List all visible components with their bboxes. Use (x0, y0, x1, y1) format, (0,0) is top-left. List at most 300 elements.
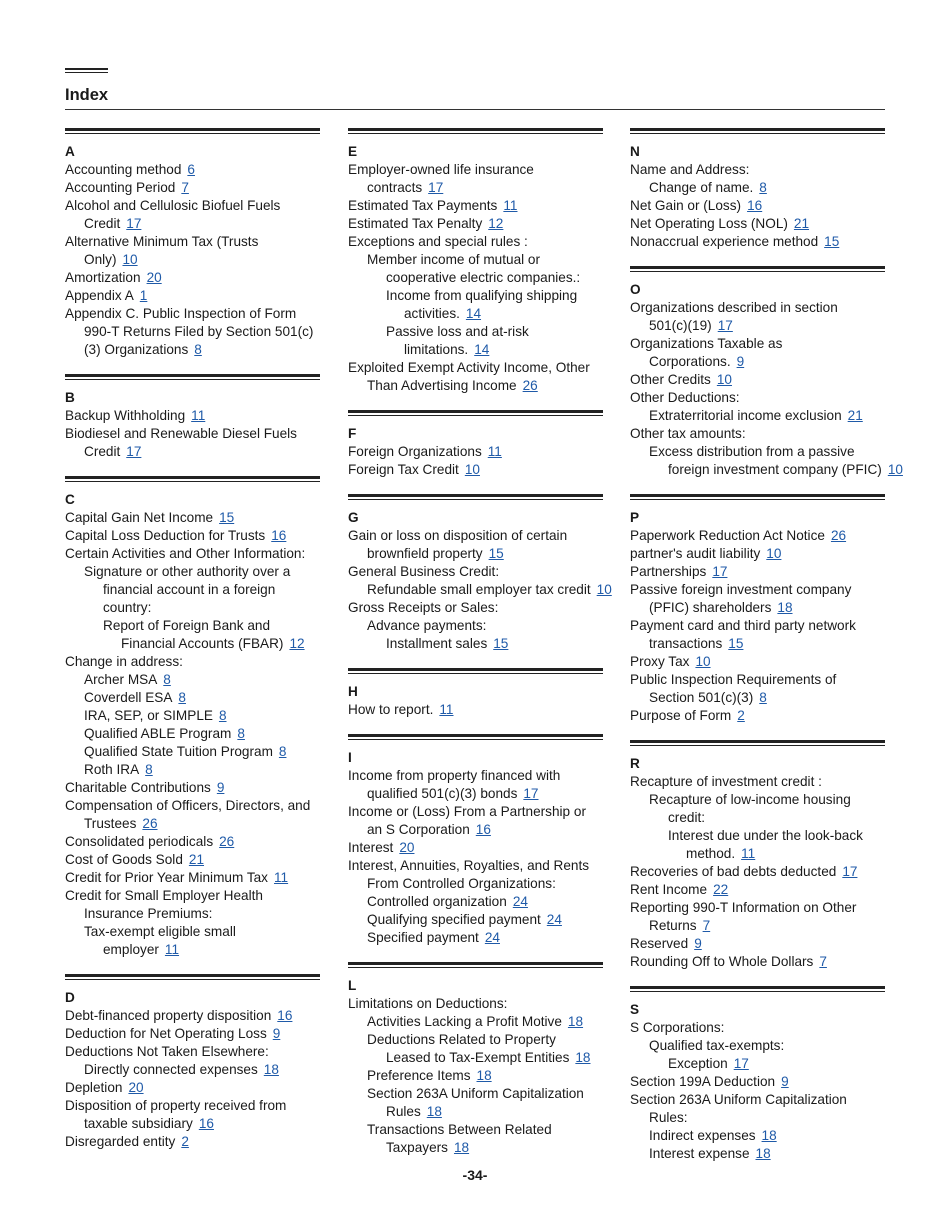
index-section-s (630, 986, 885, 1163)
page-link[interactable]: 8 (237, 726, 245, 741)
page-link[interactable]: 8 (278, 744, 287, 759)
entry-text: Estimated Tax Payments (348, 198, 498, 213)
section-letter: A (65, 144, 75, 159)
entry-text: transactions (649, 636, 723, 651)
index-entry (65, 527, 320, 545)
page-link[interactable]: 12 (289, 636, 305, 651)
index-entry (630, 1145, 885, 1163)
entry-text: Rent Income (630, 882, 708, 897)
page-link[interactable]: 18 (426, 1104, 442, 1119)
entry-text: Passive loss and at-risk (386, 324, 529, 339)
section-letter: P (630, 510, 640, 525)
page-link[interactable]: 2 (737, 708, 745, 723)
page-link[interactable]: 10 (464, 462, 480, 477)
page-link[interactable]: 26 (830, 528, 847, 543)
page-link[interactable]: 11 (273, 870, 289, 885)
entry-text: Estimated Tax Penalty (348, 216, 483, 231)
index-entry (630, 215, 885, 233)
page-link[interactable]: 21 (847, 408, 863, 423)
entry-text: Recapture of low-income housing (649, 792, 851, 807)
entry-text: Appendix C. Public Inspection of Form (65, 306, 297, 321)
page-link[interactable]: 15 (824, 234, 840, 249)
page-link[interactable]: 12 (488, 216, 504, 231)
index-entry (630, 1109, 885, 1127)
entry-text: Appendix A (65, 288, 134, 303)
page-link[interactable]: 11 (503, 198, 518, 213)
entry-text: IRA, SEP, or SIMPLE (84, 708, 213, 723)
page-link[interactable]: 18 (777, 600, 793, 615)
entry-text: Net Operating Loss (NOL) (630, 216, 788, 231)
index-entry (65, 425, 320, 443)
index-entry (65, 743, 320, 761)
index-entry (348, 995, 603, 1013)
section-rule (630, 128, 885, 134)
section-rule (348, 668, 603, 674)
page-link[interactable]: 18 (755, 1146, 771, 1161)
index-entry (65, 1133, 320, 1151)
entry-text: Directly connected expenses (84, 1062, 258, 1077)
entry-text: S Corporations: (630, 1020, 725, 1035)
index-entry (348, 875, 603, 893)
entry-text: Reserved (630, 936, 689, 951)
page-link[interactable]: 10 (887, 462, 903, 477)
header-rule-short (65, 68, 108, 73)
index-entry (348, 911, 603, 929)
page-link[interactable]: 20 (128, 1080, 144, 1095)
index-entry (65, 851, 320, 869)
section-letter: I (348, 750, 352, 765)
entry-text: Rules (386, 1104, 421, 1119)
index-section-i (348, 734, 603, 947)
index-entry (348, 197, 603, 215)
page-link[interactable]: 24 (546, 912, 562, 927)
entry-text: Backup Withholding (65, 408, 186, 423)
section-letter: D (65, 990, 75, 1005)
index-entry (348, 461, 603, 479)
entry-text: Charitable Contributions (65, 780, 211, 795)
page-link[interactable]: 15 (488, 546, 504, 561)
page-link[interactable]: 10 (596, 582, 612, 597)
entry-text: Interest expense (649, 1146, 750, 1161)
entry-text: Indirect expenses (649, 1128, 756, 1143)
index-entry (348, 929, 603, 947)
page-link[interactable]: 8 (145, 762, 153, 777)
page-link[interactable]: 14 (474, 342, 490, 357)
index-entry (630, 809, 885, 827)
index-entry (65, 635, 320, 653)
entry-text: Change in address: (65, 654, 183, 669)
page-link[interactable]: 11 (487, 444, 502, 459)
index-entry (630, 899, 885, 917)
entry-text: Taxpayers (386, 1140, 448, 1155)
index-entry (630, 443, 885, 461)
page-link[interactable]: 18 (476, 1068, 492, 1083)
entry-text: cooperative electric companies.: (386, 270, 581, 285)
entry-text: Interest due under the look-back (668, 828, 863, 843)
page-link[interactable]: 18 (567, 1014, 584, 1029)
index-entry (65, 761, 320, 779)
index-entry (348, 527, 603, 545)
page-link[interactable]: 16 (271, 528, 287, 543)
entry-text: Interest (348, 840, 394, 855)
entry-text: Alternative Minimum Tax (Trusts (65, 234, 259, 249)
page-link[interactable]: 17 (842, 864, 858, 879)
entry-text: Consolidated periodicals (65, 834, 214, 849)
index-entry (630, 671, 885, 689)
entry-text: Qualified State Tuition Program (84, 744, 273, 759)
entry-text: Report of Foreign Bank and (103, 618, 271, 633)
entry-text: Certain Activities and Other Information: (65, 546, 306, 561)
index-section-a (65, 128, 320, 359)
index-entry (65, 599, 320, 617)
section-rule (65, 128, 320, 134)
entry-text: Net Gain or (Loss) (630, 198, 742, 213)
index-entry (65, 653, 320, 671)
entry-text: Alcohol and Cellulosic Biofuel Fuels (65, 198, 281, 213)
entry-text: Foreign Organizations (348, 444, 482, 459)
index-entry (348, 1049, 603, 1067)
section-rule (348, 128, 603, 134)
page-link[interactable]: 8 (218, 708, 227, 723)
index-entry (348, 287, 603, 305)
index-entry (630, 581, 885, 599)
page-link[interactable]: 16 (277, 1008, 293, 1023)
page-link[interactable]: 11 (191, 408, 206, 423)
index-entry (348, 617, 603, 635)
index-section-e (348, 128, 603, 395)
entry-text: Trustees (84, 816, 137, 831)
index-entry (65, 1097, 320, 1115)
index-entry (65, 707, 320, 725)
page-link[interactable]: 15 (728, 636, 744, 651)
entry-text: Income or (Loss) From a Partnership or (348, 804, 586, 819)
entry-text: Than Advertising Income (367, 378, 517, 393)
index-entry (348, 785, 603, 803)
page-link[interactable]: 18 (575, 1050, 591, 1065)
index-section-n (630, 128, 885, 251)
entry-text: Financial Accounts (FBAR) (121, 636, 284, 651)
index-entry (65, 1025, 320, 1043)
page-link[interactable]: 7 (819, 954, 827, 969)
index-entry (630, 707, 885, 725)
page-link[interactable]: 10 (766, 546, 782, 561)
entry-text: credit: (668, 810, 706, 825)
page-link[interactable]: 17 (733, 1056, 749, 1071)
entry-text: Gain or loss on disposition of certain (348, 528, 568, 543)
page-link[interactable]: 6 (187, 162, 195, 177)
entry-text: Other tax amounts: (630, 426, 746, 441)
page-link[interactable]: 21 (188, 852, 205, 867)
title-rule (65, 109, 885, 110)
page-link[interactable]: 2 (181, 1134, 189, 1149)
index-entry (630, 953, 885, 971)
section-letter: F (348, 426, 357, 441)
page-link[interactable]: 10 (122, 252, 138, 267)
page-link[interactable]: 9 (272, 1026, 281, 1041)
entry-text: Section 501(c)(3) (649, 690, 754, 705)
page-link[interactable]: 18 (263, 1062, 279, 1077)
index-entry (630, 371, 885, 389)
entry-text: Coverdell ESA (84, 690, 173, 705)
index-entry (65, 1079, 320, 1097)
index-entry (65, 251, 320, 269)
entry-text: Depletion (65, 1080, 123, 1095)
page-link[interactable]: 22 (713, 882, 729, 897)
entry-text: financial account in a foreign (103, 582, 276, 597)
index-entry (630, 425, 885, 443)
index-entry (65, 1007, 320, 1025)
page-link[interactable]: 17 (712, 564, 728, 579)
index-entry (348, 635, 603, 653)
entry-text: Deductions Not Taken Elsewhere: (65, 1044, 269, 1059)
index-entry (348, 767, 603, 785)
entry-text: (3) Organizations (84, 342, 189, 357)
page-link[interactable]: 20 (399, 840, 415, 855)
entry-text: Credit (84, 444, 121, 459)
entry-text: Signature or other authority over a (84, 564, 291, 579)
page-link[interactable]: 17 (126, 444, 142, 459)
entry-text: Interest, Annuities, Royalties, and Rents (348, 858, 590, 873)
index-section-l (348, 962, 603, 1157)
page-link[interactable]: 1 (139, 288, 148, 303)
entry-text: Insurance Premiums: (84, 906, 213, 921)
index-entry (65, 161, 320, 179)
index-entry (65, 1043, 320, 1061)
entry-text: Specified payment (367, 930, 479, 945)
index-entry (348, 1121, 603, 1139)
page-link[interactable]: 11 (164, 942, 180, 957)
entry-text: Amortization (65, 270, 141, 285)
index-entry (630, 791, 885, 809)
index-entry (630, 653, 885, 671)
index-entry (630, 845, 885, 863)
page-link[interactable]: 17 (523, 786, 539, 801)
section-letter: H (348, 684, 358, 699)
entry-text: Capital Loss Deduction for Trusts (65, 528, 266, 543)
page-link[interactable]: 26 (142, 816, 158, 831)
page-link[interactable]: 18 (761, 1128, 777, 1143)
section-letter: S (630, 1002, 640, 1017)
index-entry (65, 689, 320, 707)
page-link[interactable]: 9 (216, 780, 225, 795)
entry-text: Member income of mutual or (367, 252, 541, 267)
entry-text: Accounting method (65, 162, 182, 177)
entry-text: Transactions Between Related (367, 1122, 552, 1137)
index-section-o (630, 266, 903, 479)
index-entry (65, 341, 320, 359)
entry-text: Nonaccrual experience method (630, 234, 819, 249)
entry-text: Change of name. (649, 180, 754, 195)
entry-text: Public Inspection Requirements of (630, 672, 837, 687)
section-rule (65, 974, 320, 980)
entry-text: Employer-owned life insurance (348, 162, 534, 177)
entry-text: Credit for Prior Year Minimum Tax (65, 870, 268, 885)
page-link[interactable]: 11 (439, 702, 454, 717)
page-link[interactable]: 8 (759, 690, 767, 705)
index-entry (630, 335, 885, 353)
entry-text: Accounting Period (65, 180, 176, 195)
section-rule (630, 266, 885, 272)
page-link[interactable]: 9 (736, 354, 745, 369)
index-section-b (65, 374, 320, 461)
entry-text: 990-T Returns Filed by Section 501(c) (84, 324, 314, 339)
entry-text: method. (686, 846, 736, 861)
page-link[interactable]: 18 (453, 1140, 470, 1155)
index-section-h (348, 668, 603, 719)
entry-text: Gross Receipts or Sales: (348, 600, 499, 615)
index-entry (65, 323, 320, 341)
index-entry (348, 305, 603, 323)
index-entry (630, 773, 885, 791)
entry-text: Exception (668, 1056, 728, 1071)
entry-text: activities. (404, 306, 460, 321)
index-entry (348, 269, 603, 287)
section-letter: E (348, 144, 358, 159)
page-link[interactable]: 8 (194, 342, 202, 357)
entry-text: Reporting 990-T Information on Other (630, 900, 857, 915)
index-entry (348, 701, 603, 719)
entry-text: Deduction for Net Operating Loss (65, 1026, 267, 1041)
index-entry (65, 887, 320, 905)
index-section-g (348, 494, 612, 653)
page-link[interactable]: 20 (146, 270, 162, 285)
entry-text: Organizations described in section (630, 300, 838, 315)
section-rule (348, 962, 603, 968)
index-entry (630, 635, 885, 653)
page-link[interactable]: 10 (695, 654, 711, 669)
index-column-2 (348, 128, 612, 1172)
index-entry (348, 893, 603, 911)
entry-text: taxable subsidiary (84, 1116, 193, 1131)
section-rule (630, 740, 885, 746)
index-entry (65, 1061, 320, 1079)
entry-text: Deductions Related to Property (367, 1032, 556, 1047)
index-entry (348, 233, 603, 251)
index-entry (630, 317, 885, 335)
index-entry (630, 917, 885, 935)
page-link[interactable]: 9 (781, 1074, 789, 1089)
entry-text: Organizations Taxable as (630, 336, 783, 351)
index-entry (65, 725, 320, 743)
index-entry (630, 935, 885, 953)
index-entry (348, 1013, 603, 1031)
index-entry (630, 689, 885, 707)
index-entry (348, 839, 603, 857)
index-entry (630, 1073, 885, 1091)
page-link[interactable]: 8 (178, 690, 186, 705)
index-entry (630, 197, 885, 215)
index-entry (348, 857, 603, 875)
index-entry (65, 779, 320, 797)
page-link[interactable]: 7 (181, 180, 189, 195)
index-entry (630, 599, 885, 617)
page-link[interactable]: 16 (198, 1116, 214, 1131)
section-letter: N (630, 144, 640, 159)
index-entry (65, 869, 320, 887)
index-entry (630, 1091, 885, 1109)
index-entry (348, 803, 603, 821)
page-link[interactable]: 14 (465, 306, 482, 321)
page-link[interactable]: 8 (759, 180, 767, 195)
page-link[interactable]: 24 (484, 930, 500, 945)
page-link[interactable]: 16 (747, 198, 763, 213)
entry-text: contracts (367, 180, 423, 195)
index-entry (630, 1127, 885, 1145)
index-entry (348, 251, 603, 269)
page-link[interactable]: 21 (793, 216, 810, 231)
page-link[interactable]: 15 (219, 510, 235, 525)
entry-text: Qualified ABLE Program (84, 726, 232, 741)
entry-text: Foreign Tax Credit (348, 462, 459, 477)
index-entry (65, 1115, 320, 1133)
entry-text: Paperwork Reduction Act Notice (630, 528, 825, 543)
index-entry (65, 797, 320, 815)
index-entry (630, 1037, 885, 1055)
page-link[interactable]: 7 (702, 918, 711, 933)
index-column-3 (630, 128, 903, 1178)
index-entry (630, 353, 885, 371)
index-entry (65, 671, 320, 689)
index-entry (348, 1067, 603, 1085)
section-rule (348, 494, 603, 500)
page-link[interactable]: 8 (163, 672, 171, 687)
entry-text: Recoveries of bad debts deducted (630, 864, 837, 879)
entry-text: Disregarded entity (65, 1134, 176, 1149)
index-entry (65, 443, 320, 461)
section-rule (630, 494, 885, 500)
entry-text: Returns (649, 918, 697, 933)
index-entry (65, 215, 320, 233)
page-link[interactable]: 11 (741, 846, 756, 861)
page-link[interactable]: 26 (219, 834, 235, 849)
page-link[interactable]: 17 (126, 216, 142, 231)
entry-text: Credit (84, 216, 121, 231)
entry-text: Section 263A Uniform Capitalization (630, 1092, 847, 1107)
entry-text: Biodiesel and Renewable Diesel Fuels (65, 426, 297, 441)
entry-text: Section 263A Uniform Capitalization (367, 1086, 584, 1101)
index-entry (65, 407, 320, 425)
entry-text: Excess distribution from a passive (649, 444, 855, 459)
index-entry (348, 581, 612, 599)
index-section-r (630, 740, 885, 971)
page-link[interactable]: 24 (512, 894, 528, 909)
index-entry (630, 461, 903, 479)
entry-text: Debt-financed property disposition (65, 1008, 272, 1023)
entry-text: Tax-exempt eligible small (84, 924, 236, 939)
section-letter: G (348, 510, 359, 525)
index-entry (65, 287, 320, 305)
entry-text: Activities Lacking a Profit Motive (367, 1014, 562, 1029)
page-link[interactable]: 17 (717, 318, 733, 333)
page-link[interactable]: 10 (716, 372, 732, 387)
entry-text: Compensation of Officers, Directors, and (65, 798, 311, 813)
index-entry (348, 179, 603, 197)
page-link[interactable]: 9 (694, 936, 702, 951)
page-link[interactable]: 17 (428, 180, 444, 195)
page-link[interactable]: 15 (493, 636, 509, 651)
index-entry (630, 563, 885, 581)
entry-text: Capital Gain Net Income (65, 510, 214, 525)
page-link[interactable]: 26 (522, 378, 538, 393)
page-link[interactable]: 16 (475, 822, 491, 837)
index-entry (65, 923, 320, 941)
entry-text: Rules: (649, 1110, 688, 1125)
entry-text: limitations. (404, 342, 469, 357)
entry-text: Advance payments: (367, 618, 487, 633)
index-entry (65, 233, 320, 251)
index-entry (65, 269, 320, 287)
entry-text: Qualified tax-exempts: (649, 1038, 785, 1053)
